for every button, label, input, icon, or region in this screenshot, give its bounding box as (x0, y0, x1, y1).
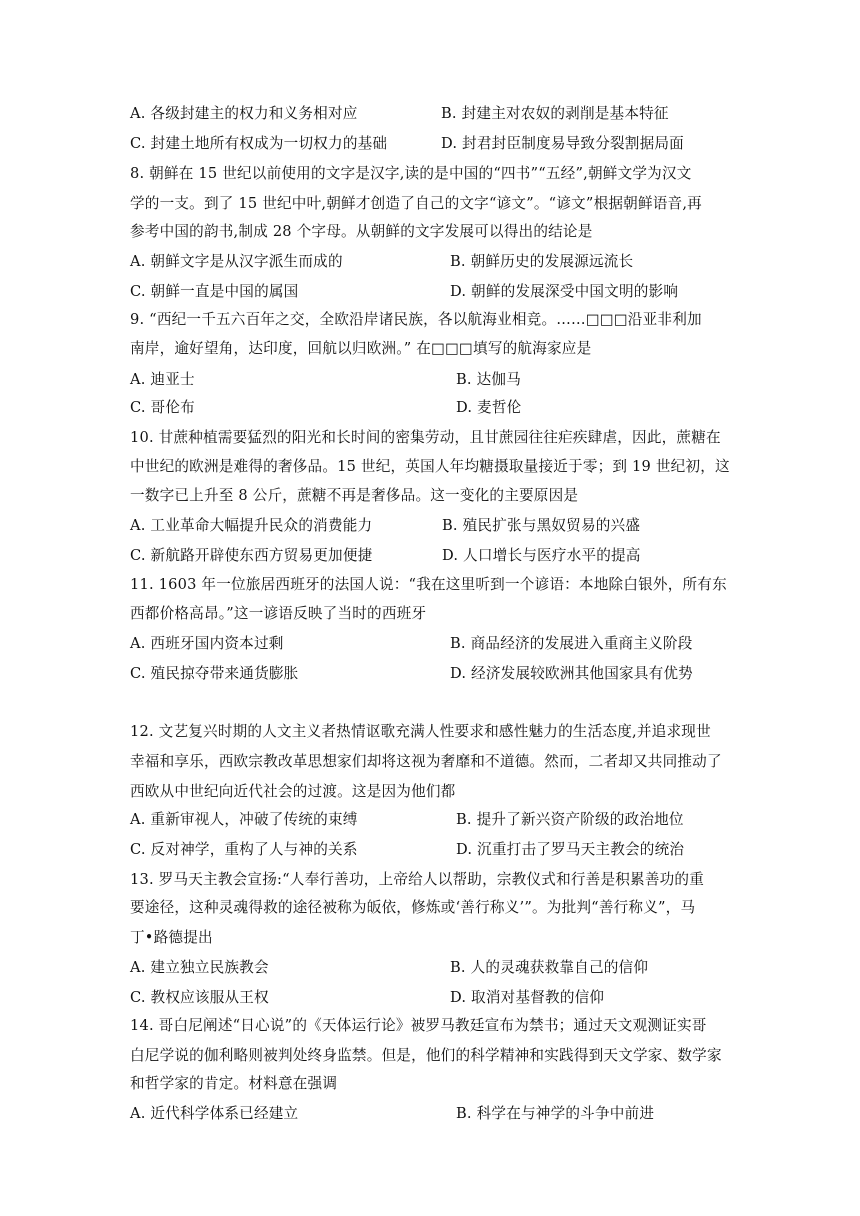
q13-option-b: B. 人的灵魂获救靠自己的信仰 (450, 959, 649, 976)
q13-stem-line-1: 13. 罗马天主教会宣扬:“人奉行善功，上帝给人以帮助，宗教仪式和行善是积累善功的重 (130, 871, 705, 888)
q7-option-c: C. 封建土地所有权成为一切权力的基础 (130, 135, 388, 152)
q10-stem-line-3: 一数字已上升至 8 公斤，蔗糖不再是奢侈品。这一变化的主要原因是 (130, 487, 579, 504)
q13-option-c: C. 教权应该服从王权 (130, 989, 269, 1006)
q10-option-d: D. 人口增长与医疗水平的提高 (442, 547, 641, 564)
q14-stem-line-2: 白尼学说的伽利略则被判处终身监禁。但是，他们的科学精神和实践得到天文学家、数学家 (130, 1047, 722, 1064)
q8-option-a: A. 朝鲜文字是从汉字派生而成的 (130, 253, 343, 270)
q9-option-c: C. 哥伦布 (130, 399, 195, 416)
q10-option-b: B. 殖民扩张与黑奴贸易的兴盛 (442, 517, 641, 534)
q7-option-d: D. 封君封臣制度易导致分裂割据局面 (441, 135, 684, 152)
q11-option-a: A. 西班牙国内资本过剩 (130, 635, 284, 652)
q8-stem-line-3: 参考中国的韵书,制成 28 个字母。从朝鲜的文字发展可以得出的结论是 (130, 223, 593, 240)
q12-stem-line-2: 幸福和享乐，西欧宗教改革思想家们却将这视为奢靡和不道德。然而，二者却又共同推动了 (130, 753, 722, 770)
q11-option-d: D. 经济发展较欧洲其他国家具有优势 (450, 665, 693, 682)
q13-option-a: A. 建立独立民族教会 (130, 959, 269, 976)
q8-option-c: C. 朝鲜一直是中国的属国 (130, 283, 299, 300)
q11-option-b: B. 商品经济的发展进入重商主义阶段 (450, 635, 693, 652)
q13-stem-line-3: 丁•路德提出 (130, 929, 213, 946)
q8-stem-line-1: 8. 朝鲜在 15 世纪以前使用的文字是汉字,读的是中国的“四书”“五经”,朝鲜文学为汉文 (130, 165, 692, 182)
q8-option-d: D. 朝鲜的发展深受中国文明的影响 (450, 283, 679, 300)
q12-option-a: A. 重新审视人，冲破了传统的束缚 (130, 811, 358, 828)
q10-stem-line-2: 中世纪的欧洲是难得的奢侈品。15 世纪，英国人年均糖摄取量接近于零；到 19 世纪初，这 (130, 458, 730, 475)
q12-stem-line-3: 西欧从中世纪向近代社会的过渡。这是因为他们都 (130, 783, 456, 800)
q12-stem-line-1: 12. 文艺复兴时期的人文主义者热情讴歌充满人性要求和感性魅力的生活态度,并追求现世 (130, 723, 711, 740)
q8-stem-line-2: 学的一支。到了 15 世纪中叶,朝鲜才创造了自己的文字“谚文”。“谚文”根据朝鲜语音,再 (130, 195, 702, 212)
q14-stem-line-1: 14. 哥白尼阐述“日心说”的《天体运行论》被罗马教廷宣布为禁书；通过天文观测证实哥 (130, 1017, 707, 1034)
q11-stem-line-2: 西都价格高昂。”这一谚语反映了当时的西班牙 (130, 605, 427, 622)
q9-option-b: B. 达伽马 (456, 371, 521, 388)
q14-option-a: A. 近代科学体系已经建立 (130, 1105, 299, 1122)
q9-option-a: A. 迪亚士 (130, 371, 195, 388)
q10-option-c: C. 新航路开辟使东西方贸易更加便捷 (130, 547, 373, 564)
q10-option-a: A. 工业革命大幅提升民众的消费能力 (130, 517, 373, 534)
q7-option-a: A. 各级封建主的权力和义务相对应 (130, 105, 358, 122)
q10-stem-line-1: 10. 甘蔗种植需要猛烈的阳光和长时间的密集劳动，且甘蔗园往往疟疾肆虐，因此，蔗糖在 (130, 429, 721, 446)
q12-option-c: C. 反对神学，重构了人与神的关系 (130, 841, 358, 858)
q11-option-c: C. 殖民掠夺带来通货膨胀 (130, 665, 299, 682)
q8-option-b: B. 朝鲜历史的发展源远流长 (450, 253, 634, 270)
q11-stem-line-1: 11. 1603 年一位旅居西班牙的法国人说：“我在这里听到一个谚语：本地除白银外，所有东 (130, 576, 727, 593)
q14-option-b: B. 科学在与神学的斗争中前进 (456, 1105, 655, 1122)
q13-option-d: D. 取消对基督教的信仰 (450, 989, 605, 1006)
q14-stem-line-3: 和哲学家的肯定。材料意在强调 (130, 1075, 338, 1092)
q9-stem-line-1: 9. “西纪一千五六百年之交，全欧沿岸诸民族，各以航海业相竞。……□□□沿亚非利加 (130, 311, 702, 328)
q12-option-b: B. 提升了新兴资产阶级的政治地位 (456, 811, 684, 828)
q9-stem-line-2: 南岸，逾好望角，达印度，回航以归欧洲。” 在□□□填写的航海家应是 (130, 340, 592, 357)
q13-stem-line-2: 要途径，这种灵魂得救的途径被称为皈依，修炼或‘善行称义’”。为批判“善行称义”，马 (130, 899, 696, 916)
q7-option-b: B. 封建主对农奴的剥削是基本特征 (441, 105, 669, 122)
q12-option-d: D. 沉重打击了罗马天主教会的统治 (456, 841, 685, 858)
q9-option-d: D. 麦哲伦 (456, 399, 522, 416)
